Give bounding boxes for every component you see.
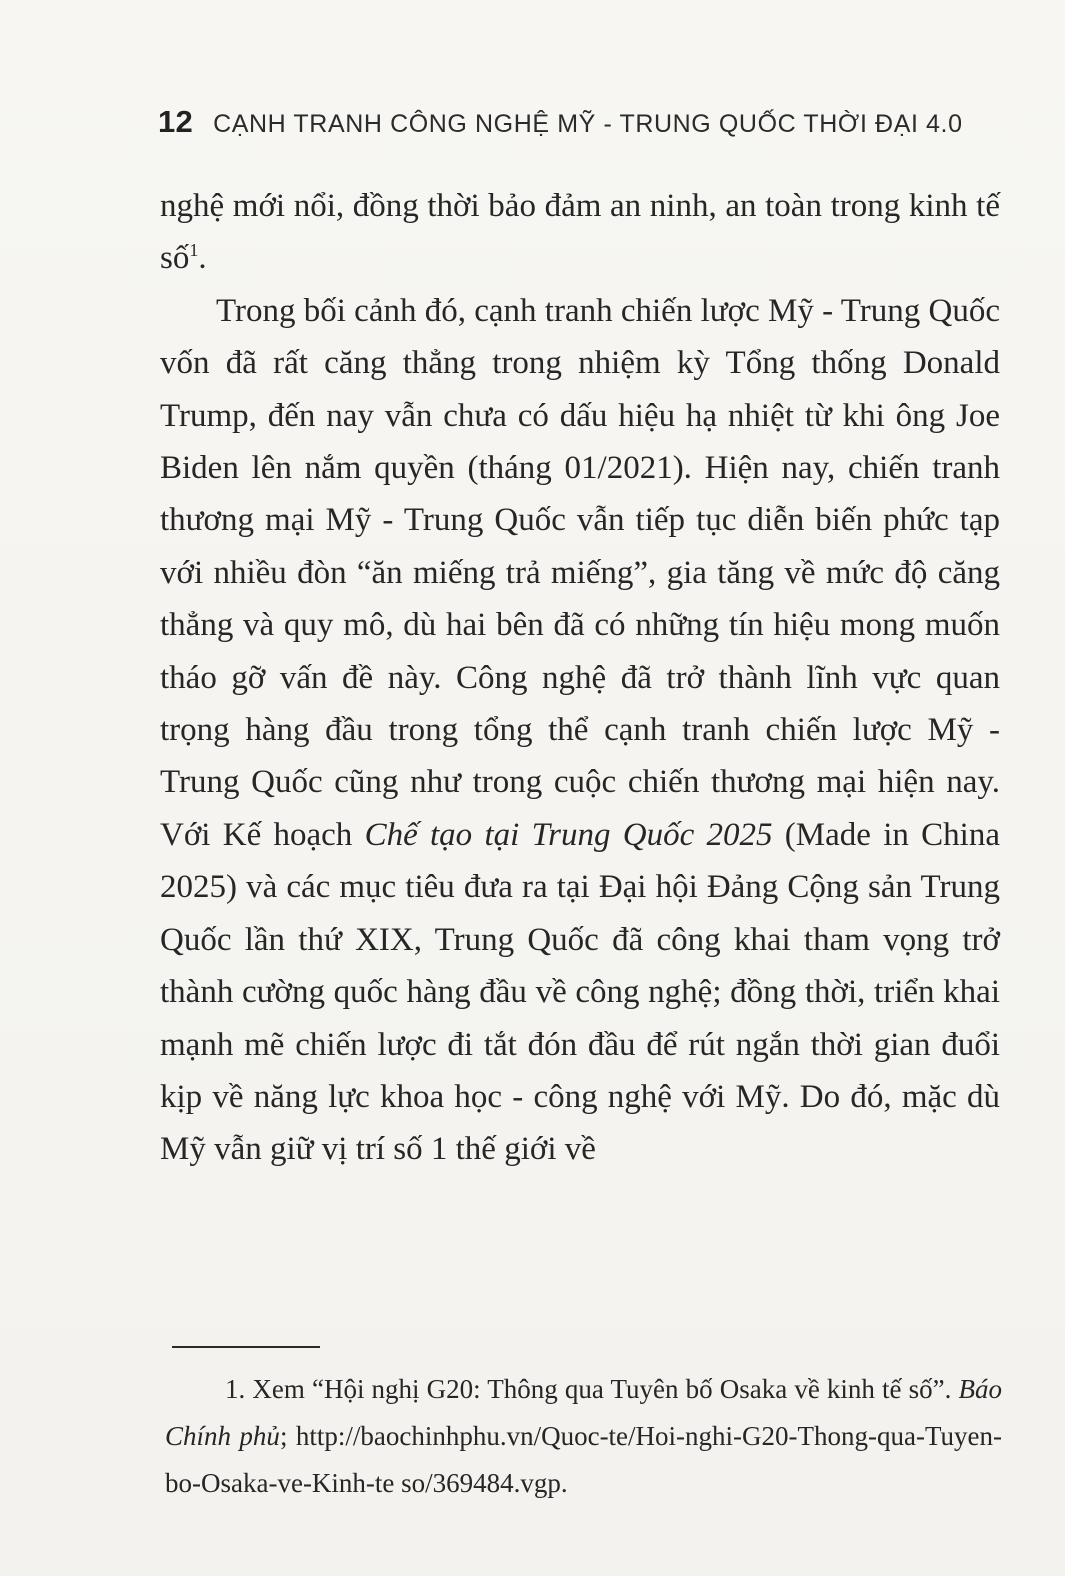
page-header (158, 104, 1005, 140)
footnote-divider (172, 1346, 320, 1348)
page-number: 12 (158, 104, 194, 139)
footnote-source-italic: Báo Chính phủ (165, 1374, 1002, 1451)
footnote-reference: 1 (189, 240, 199, 261)
paragraph-2-part-1: Trong bối cảnh đó, cạnh tranh chiến lược Mỹ - Trung Quốc vốn đã rất căng thẳng trong nhiệm kỳ Tổng thống Donald Trump, đến nay vẫn chưa có dấu hiệu hạ nhiệt từ khi ông Joe Biden lên nắm quyền (tháng 01/2021). Hiện nay, chiến tranh thương mại Mỹ - Trung Quốc vẫn tiếp tục diễn biến phức tạp với nhiều đòn “ăn miếng trả miếng”, gia tăng về mức độ căng thẳng và quy mô, dù hai bên đã có những tín hiệu mong muốn tháo gỡ vấn đề này. Công nghệ đã trở thành lĩnh vực quan trọng hàng đầu trong tổng thể cạnh tranh chiến lược Mỹ - Trung Quốc cũng như trong cuộc chiến thương mại hiện nay. Với Kế hoạch (160, 292, 1000, 853)
paragraph-2 (160, 285, 1000, 1176)
footnote-part-1: 1. Xem “Hội nghị G20: Thông qua Tuyên bố Osaka về kinh tế số”. (225, 1374, 959, 1404)
footnote-part-2: ; http://baochinhphu.vn/Quoc-te/Hoi-nghi-G20-Thong-qua-Tuyen-bo-Osaka-ve-Kinh-te so/369484.vgp. (165, 1421, 1002, 1498)
paragraph-2-part-2: (Made in China 2025) và các mục tiêu đưa ra tại Đại hội Đảng Cộng sản Trung Quốc lần thứ XIX, Trung Quốc đã công khai tham vọng trở thành cường quốc hàng đầu về công nghệ; đồng thời, triển khai mạnh mẽ chiến lược đi tắt đón đầu để rút ngắn thời gian đuổi kịp về năng lực khoa học - công nghệ với Mỹ. Do đó, mặc dù Mỹ vẫn giữ vị trí số 1 thế giới về (160, 816, 1000, 1168)
running-title: CẠNH TRANH CÔNG NGHỆ MỸ - TRUNG QUỐC THỜI ĐẠI 4.0 (213, 110, 963, 138)
paragraph-1 (160, 180, 1000, 285)
body-text (160, 180, 1000, 1176)
paragraph-1-text: nghệ mới nổi, đồng thời bảo đảm an ninh, an toàn trong kinh tế số (160, 188, 1000, 277)
paragraph-1-end: . (198, 240, 207, 277)
footnote (165, 1366, 1002, 1507)
footnote-1 (165, 1366, 1002, 1507)
plan-title-italic: Chế tạo tại Trung Quốc 2025 (364, 816, 773, 853)
